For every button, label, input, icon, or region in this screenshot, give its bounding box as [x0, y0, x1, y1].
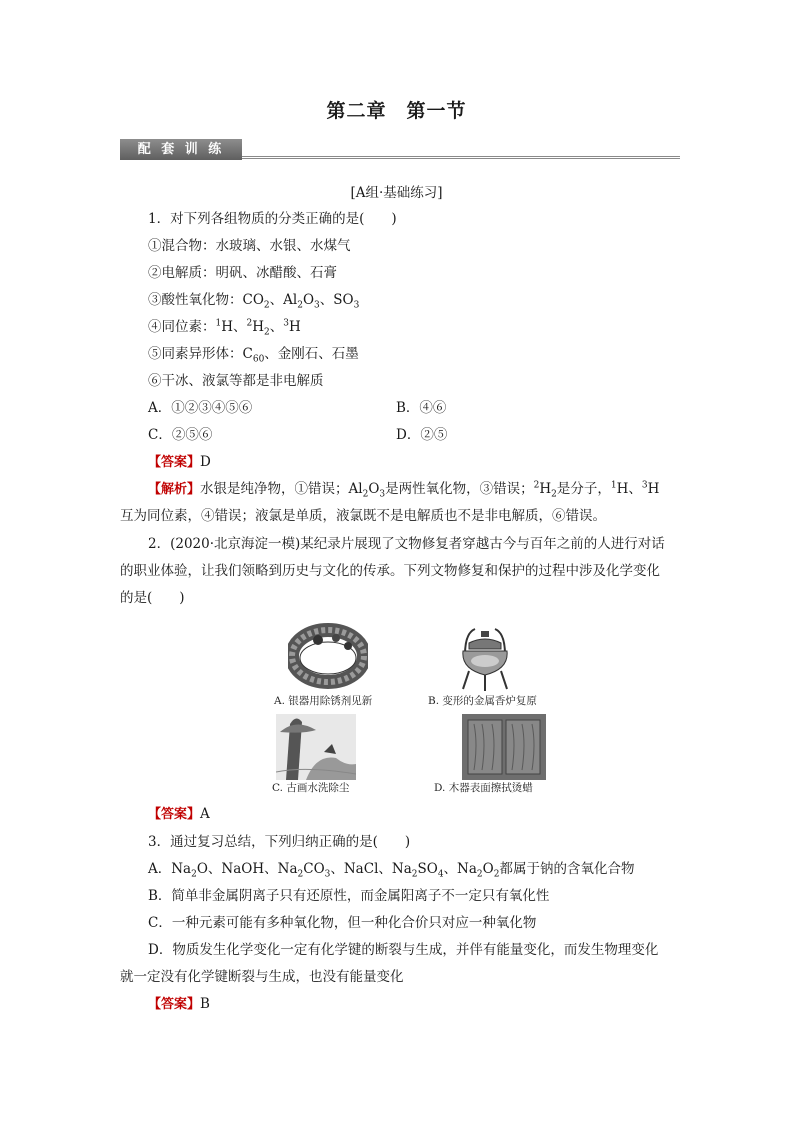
- section-banner: 配 套 训 练: [120, 139, 242, 160]
- q3-stem: 3．通过复习总结，下列归纳正确的是( ): [148, 834, 411, 850]
- silver-bracelet-image: [288, 618, 368, 690]
- q2-caption-c: C. 古画水洗除尘: [272, 782, 350, 794]
- q1-option-c: C．②⑤⑥: [148, 427, 213, 443]
- q3-option-d-line-2: 就一定没有化学键断裂与生成，也没有能量变化: [120, 969, 404, 985]
- q1-analysis-line-2: 互为同位素，④错误；液氯是单质，液氯既不是电解质也不是非电解质，⑥错误。: [120, 508, 606, 524]
- q1-analysis-line-1: 【解析】水银是纯净物，①错误；$Al_2O_3$是两性氧化物，③错误；$^2H_2$是分子，$^1$H、$^3$H: [148, 480, 660, 500]
- wooden-panel-image: [462, 714, 546, 780]
- q2-caption-b: B. 变形的金属香炉复原: [428, 695, 537, 707]
- page-title: 第二章 第一节: [326, 100, 467, 122]
- q1-stem: 1．对下列各组物质的分类正确的是( ): [148, 211, 397, 227]
- q1-option-d: D．②⑤: [396, 427, 448, 443]
- q2-caption-a: A. 银器用除锈剂见新: [274, 695, 373, 707]
- q1-answer: 【答案】D: [148, 454, 211, 470]
- q1-item-1: ①混合物：水玻璃、水银、水煤气: [148, 238, 351, 254]
- q2-answer: 【答案】A: [148, 806, 210, 822]
- q3-option-c: C．一种元素可能有多种氧化物，但一种化合价只对应一种氧化物: [148, 915, 537, 931]
- q3-option-b: B．简单非金属阴离子只有还原性，而金属阳离子不一定只有氧化性: [148, 888, 550, 904]
- q1-item-5: ⑤同素异形体：$C_{60}$、金刚石、石墨: [148, 346, 359, 365]
- q2-stem-line-1: 2．(2020·北京海淀一模)某纪录片展现了文物修复者穿越古今与百年之前的人进行对话: [148, 536, 665, 552]
- q2-caption-d: D. 木器表面擦拭烫蜡: [434, 782, 533, 794]
- q1-item-6: ⑥干冰、液氯等都是非电解质: [148, 373, 324, 389]
- q3-answer: 【答案】B: [148, 996, 210, 1012]
- q2-stem-line-2: 的职业体验，让我们领略到历史与文化的传承。下列文物修复和保护的过程中涉及化学变化: [120, 563, 660, 579]
- banner-rule: [242, 156, 680, 159]
- section-label: [A组·基础练习]: [350, 185, 443, 201]
- q1-item-4: ④同位素：$^1$H、$^2H_2$、$^3$H: [148, 318, 301, 338]
- metal-censer-image: [455, 625, 515, 693]
- q1-option-b: B．④⑥: [396, 400, 447, 416]
- q1-option-a: A．①②③④⑤⑥: [148, 400, 253, 416]
- q3-option-a: A．$Na_2O$、NaOH、$Na_2CO_3$、NaCl、$Na_2SO_4$、$Na_2O_2$都属于钠的含氧化合物: [148, 861, 635, 880]
- q1-item-2: ②电解质：明矾、冰醋酸、石膏: [148, 265, 337, 281]
- q1-item-3: ③酸性氧化物：$CO_2$、$Al_2O_3$、$SO_3$: [148, 292, 360, 311]
- ancient-painting-image: [276, 714, 356, 780]
- q3-option-d-line-1: D．物质发生化学变化一定有化学键的断裂与生成，并伴有能量变化，而发生物理变化: [148, 942, 659, 958]
- q2-stem-line-3: 的是( ): [120, 590, 185, 606]
